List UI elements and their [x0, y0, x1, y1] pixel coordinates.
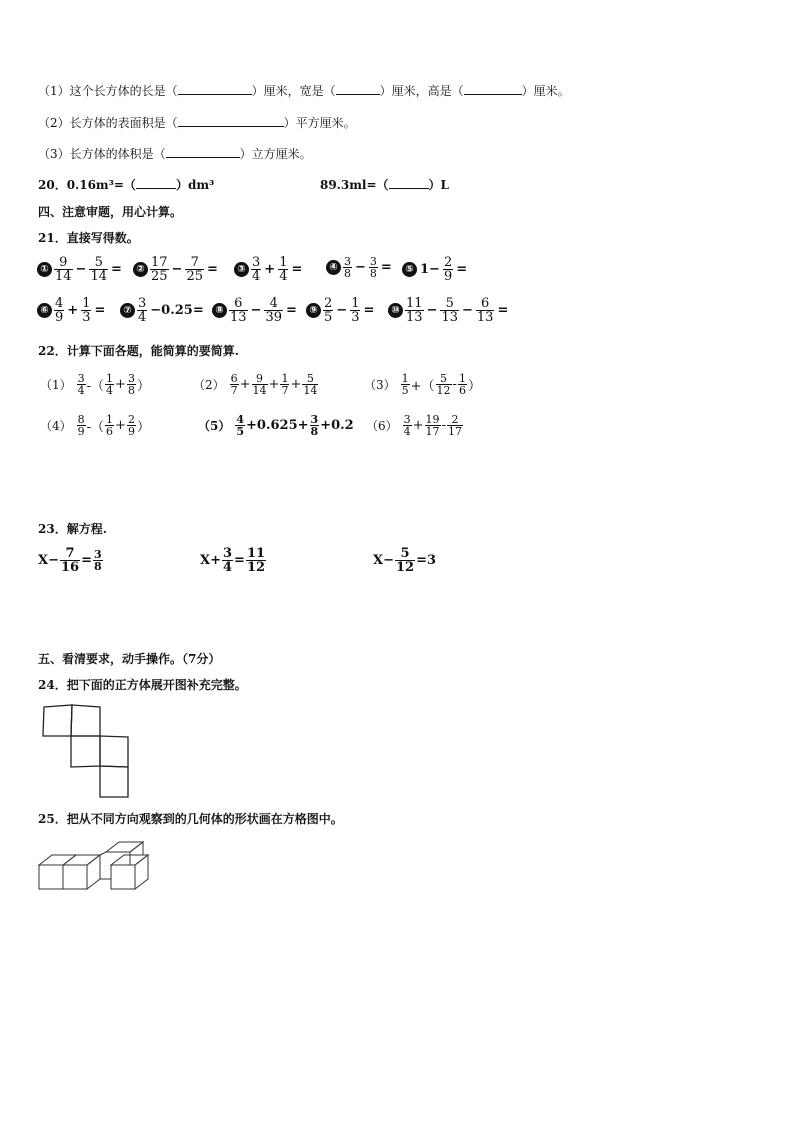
q22-item-1: （1） $\frac{3}{4}$ -（ $\frac{1}{4}$ + $\frac{3}{8}$ ） — [40, 372, 150, 397]
fraction: $\frac{5}{12}$ — [436, 372, 451, 397]
fraction: $\frac{3}{8}$ — [93, 548, 102, 573]
item-number-2: ② — [133, 262, 148, 277]
item-number-7: ⑦ — [120, 303, 135, 318]
q23-equation-2: X+ $\frac{3}{4}$ = $\frac{11}{12}$ — [200, 546, 266, 575]
cube-top-2 — [63, 855, 100, 865]
cube-front-1 — [39, 865, 63, 889]
net-square-1 — [43, 705, 72, 736]
fraction: $\frac{3}{4}$ — [138, 296, 147, 325]
fraction: $\frac{17}{25}$ — [151, 255, 168, 284]
fraction: $\frac{7}{25}$ — [186, 255, 203, 284]
q23-equation-3: X− $\frac{5}{12}$ =3 — [373, 546, 437, 575]
q21-item-4: ④ $\frac{3}{8}$ − $\frac{3}{8}$ = — [326, 256, 394, 279]
cube-side-4 — [135, 855, 148, 889]
fraction: $\frac{5}{13}$ — [441, 296, 458, 325]
item-number-9: ⑨ — [306, 303, 321, 318]
fraction: $\frac{3}{4}$ — [403, 413, 411, 438]
q21-title: 21．直接写得数。 — [38, 231, 139, 245]
answer-blank-length[interactable] — [178, 83, 252, 95]
q21-item-1: ① $\frac{9}{14}$ − $\frac{5}{14}$ = — [37, 256, 124, 283]
fraction: $\frac{1}{3}$ — [351, 296, 360, 325]
q21-item-5: ⑤ 1− $\frac{2}{9}$ = — [402, 256, 469, 283]
section-4-heading: 四、注意审题，用心计算。 — [38, 205, 183, 219]
answer-blank-liter[interactable] — [389, 177, 429, 189]
q21-item-7: ⑦ $\frac{3}{4}$ −0.25= — [120, 297, 206, 324]
answer-blank-width[interactable] — [336, 83, 380, 95]
fraction: $\frac{5}{14}$ — [303, 372, 318, 397]
fraction: $\frac{1}{6}$ — [458, 372, 466, 397]
q22-item-2: （2） $\frac{6}{7}$ + $\frac{9}{14}$ + $\frac{1}{7}$ + $\frac{5}{14}$ — [193, 372, 318, 397]
cube-front-4 — [111, 865, 135, 889]
fraction: $\frac{3}{8}$ — [369, 255, 377, 280]
net-square-2 — [71, 705, 100, 736]
fraction: $\frac{7}{16}$ — [60, 546, 80, 575]
fraction: $\frac{1}{3}$ — [82, 296, 91, 325]
q22-item-4: （4） $\frac{8}{9}$ -（ $\frac{1}{6}$ + $\frac{2}{9}$ ） — [40, 413, 150, 438]
fraction: $\frac{9}{14}$ — [55, 255, 72, 284]
fraction: $\frac{4}{9}$ — [55, 296, 64, 325]
fraction: $\frac{5}{14}$ — [90, 255, 107, 284]
q22-item-6: （6） $\frac{3}{4}$ + $\frac{19}{17}$ - $\frac{2}{17}$ — [366, 413, 462, 438]
q21-item-3: ③ $\frac{3}{4}$ + $\frac{1}{4}$ = — [234, 256, 304, 283]
q24-title: 24．把下面的正方体展开图补充完整。 — [38, 678, 247, 692]
net-square-3 — [71, 736, 100, 767]
answer-blank-surface-area[interactable] — [178, 115, 284, 127]
fraction: $\frac{4}{39}$ — [265, 296, 282, 325]
cube-side-2 — [87, 855, 100, 889]
q21-item-2: ② $\frac{17}{25}$ − $\frac{7}{25}$ = — [133, 256, 220, 283]
fraction: $\frac{2}{9}$ — [443, 255, 453, 284]
fraction: $\frac{3}{8}$ — [310, 413, 319, 438]
fraction: $\frac{11}{12}$ — [246, 546, 266, 575]
fraction: $\frac{6}{13}$ — [476, 296, 494, 325]
net-square-5 — [100, 766, 128, 797]
q19-part3: （3）长方体的体积是（ ）立方厘米。 — [38, 147, 312, 161]
q23-title: 23．解方程. — [38, 522, 107, 536]
cube-stack-figure — [36, 838, 161, 892]
fraction: $\frac{2}{9}$ — [127, 413, 135, 438]
q25-title: 25．把从不同方向观察到的几何体的形状画在方格图中。 — [38, 812, 343, 826]
fraction: $\frac{3}{4}$ — [77, 372, 85, 397]
fraction: $\frac{3}{8}$ — [344, 255, 351, 280]
fraction: $\frac{3}{4}$ — [252, 255, 261, 284]
item-number-4: ④ — [326, 260, 341, 275]
q22-title: 22．计算下面各题，能简算的要简算. — [38, 344, 239, 358]
fraction: $\frac{19}{17}$ — [425, 413, 440, 438]
section-5-heading: 五、看清要求，动手操作。（7分） — [38, 652, 221, 666]
fraction: $\frac{6}{7}$ — [230, 372, 238, 397]
cube-top-1 — [39, 855, 76, 865]
fraction: $\frac{5}{12}$ — [395, 546, 415, 575]
q20-right: 89.3ml=（ ）L — [320, 178, 449, 192]
q22-item-5: （5） $\frac{4}{5}$ +0.625+ $\frac{3}{8}$ +0.2 — [198, 413, 354, 438]
net-square-4 — [100, 736, 128, 767]
q21-item-6: ⑥ $\frac{4}{9}$ + $\frac{1}{3}$ = — [37, 297, 107, 324]
fraction: $\frac{1}{6}$ — [106, 413, 114, 438]
answer-blank-dm3[interactable] — [136, 177, 176, 189]
q21-item-10: ⑩ $\frac{11}{13}$ − $\frac{5}{13}$ − $\frac{6}{13}$ = — [388, 297, 510, 324]
q23-equation-1: X− $\frac{7}{16}$ = $\frac{3}{8}$ — [38, 546, 102, 575]
cube-net-figure — [40, 704, 135, 800]
fraction: $\frac{1}{4}$ — [106, 372, 114, 397]
cube-top-3 — [106, 842, 143, 852]
item-number-5: ⑤ — [402, 262, 417, 277]
item-number-8: ⑧ — [212, 303, 227, 318]
q19-part2: （2）长方体的表面积是（ ）平方厘米。 — [38, 116, 356, 130]
q22-item-3: （3） $\frac{1}{5}$ +（ $\frac{5}{12}$ - $\frac{1}{6}$ ） — [364, 372, 481, 397]
fraction: $\frac{3}{8}$ — [127, 372, 135, 397]
fraction: $\frac{1}{5}$ — [401, 372, 409, 397]
answer-blank-height[interactable] — [464, 83, 522, 95]
answer-blank-volume[interactable] — [166, 146, 240, 158]
q21-item-8: ⑧ $\frac{6}{13}$ − $\frac{4}{39}$ = — [212, 297, 299, 324]
fraction: $\frac{1}{7}$ — [281, 372, 289, 397]
fraction: $\frac{8}{9}$ — [77, 413, 85, 438]
cube-front-2 — [63, 865, 87, 889]
item-number-10: ⑩ — [388, 303, 403, 318]
fraction: $\frac{2}{17}$ — [447, 413, 462, 438]
fraction: $\frac{2}{5}$ — [324, 296, 333, 325]
fraction: $\frac{9}{14}$ — [252, 372, 267, 397]
fraction: $\frac{11}{13}$ — [406, 296, 423, 325]
fraction: $\frac{1}{4}$ — [279, 255, 288, 284]
item-number-3: ③ — [234, 262, 249, 277]
fraction: $\frac{6}{13}$ — [230, 296, 247, 325]
q19-part1: （1）这个长方体的长是（ ）厘米，宽是（ ）厘米，高是（ ）厘米。 — [38, 84, 570, 98]
item-number-6: ⑥ — [37, 303, 52, 318]
q20-left: 20．0.16m³=（ ）dm³ — [38, 178, 215, 192]
item-number-1: ① — [37, 262, 52, 277]
fraction: $\frac{4}{5}$ — [236, 413, 245, 438]
cube-side-3 — [130, 842, 143, 855]
q21-item-9: ⑨ $\frac{2}{5}$ − $\frac{1}{3}$ = — [306, 297, 376, 324]
fraction: $\frac{3}{4}$ — [222, 546, 233, 575]
